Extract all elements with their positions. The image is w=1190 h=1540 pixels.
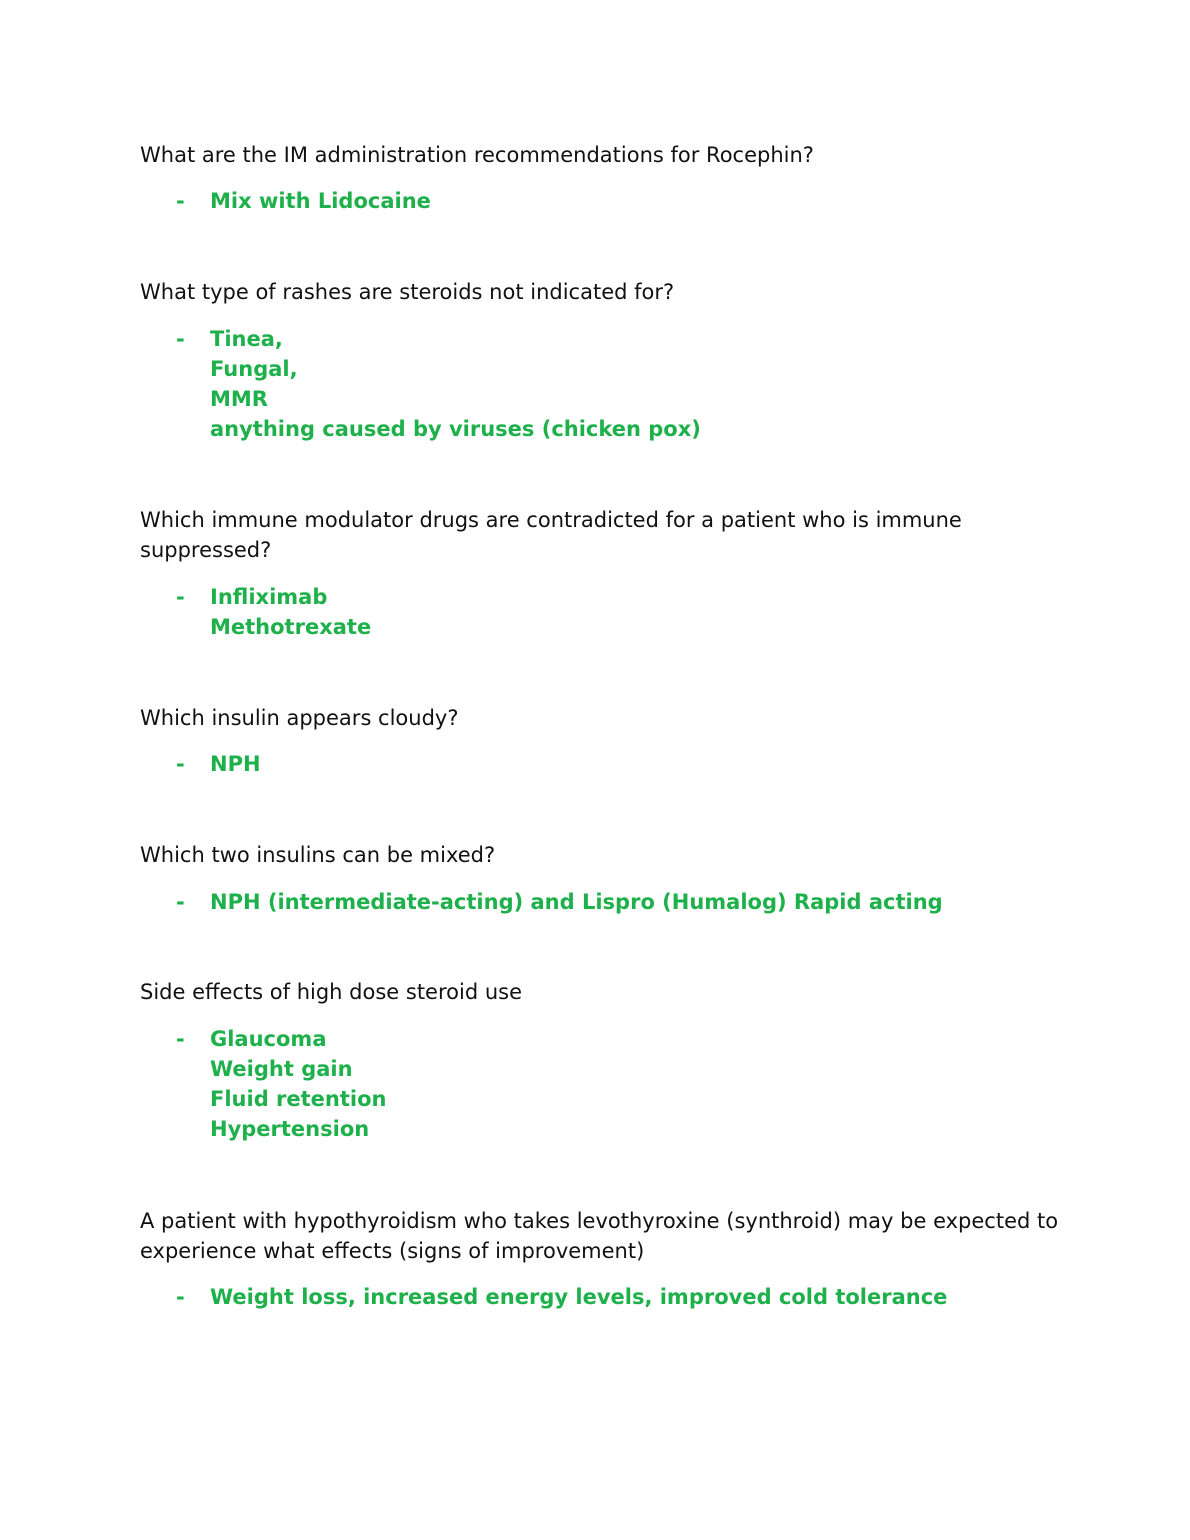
question-7: A patient with hypothyroidism who takes levothyroxine (synthroid) may be expected to experience what effects (signs of improvement) bbox=[140, 1209, 1059, 1263]
answer-item: Fluid retention bbox=[210, 1087, 387, 1111]
answer-bullet-2: - bbox=[176, 327, 185, 351]
answer-bullet-1: - bbox=[176, 189, 185, 213]
answer-bullet-4: - bbox=[176, 752, 185, 776]
answer-list-3 bbox=[210, 582, 1110, 642]
answer-item: Tinea, bbox=[210, 327, 283, 351]
answer-item: Infliximab bbox=[210, 585, 328, 609]
question-4: Which insulin appears cloudy? bbox=[140, 706, 459, 730]
answer-item: Weight loss, increased energy levels, improved cold tolerance bbox=[210, 1285, 948, 1309]
answer-item: Mix with Lidocaine bbox=[210, 189, 431, 213]
answer-item: Hypertension bbox=[210, 1117, 370, 1141]
answer-item: Glaucoma bbox=[210, 1027, 327, 1051]
answer-list-2 bbox=[210, 324, 1110, 444]
answer-item: NPH (intermediate-acting) and Lispro (Humalog) Rapid acting bbox=[210, 890, 943, 914]
question-5: Which two insulins can be mixed? bbox=[140, 843, 496, 867]
answer-list-7 bbox=[210, 1282, 1110, 1312]
answer-bullet-6: - bbox=[176, 1027, 185, 1051]
answer-item: anything caused by viruses (chicken pox) bbox=[210, 417, 701, 441]
answer-list-4 bbox=[210, 749, 1110, 779]
question-3: Which immune modulator drugs are contradicted for a patient who is immune suppressed? bbox=[140, 508, 962, 562]
answer-bullet-7: - bbox=[176, 1285, 185, 1309]
answer-item: Fungal, bbox=[210, 357, 298, 381]
answer-item: Weight gain bbox=[210, 1057, 353, 1081]
question-1: What are the IM administration recommendations for Rocephin? bbox=[140, 143, 814, 167]
answer-item: Methotrexate bbox=[210, 615, 372, 639]
answer-list-1 bbox=[210, 186, 1110, 216]
answer-item: MMR bbox=[210, 387, 268, 411]
answer-item: NPH bbox=[210, 752, 261, 776]
question-2: What type of rashes are steroids not indicated for? bbox=[140, 280, 675, 304]
answer-list-6 bbox=[210, 1024, 1110, 1144]
answer-bullet-3: - bbox=[176, 585, 185, 609]
answer-list-5 bbox=[210, 887, 1110, 917]
answer-bullet-5: - bbox=[176, 890, 185, 914]
question-6: Side effects of high dose steroid use bbox=[140, 980, 523, 1004]
